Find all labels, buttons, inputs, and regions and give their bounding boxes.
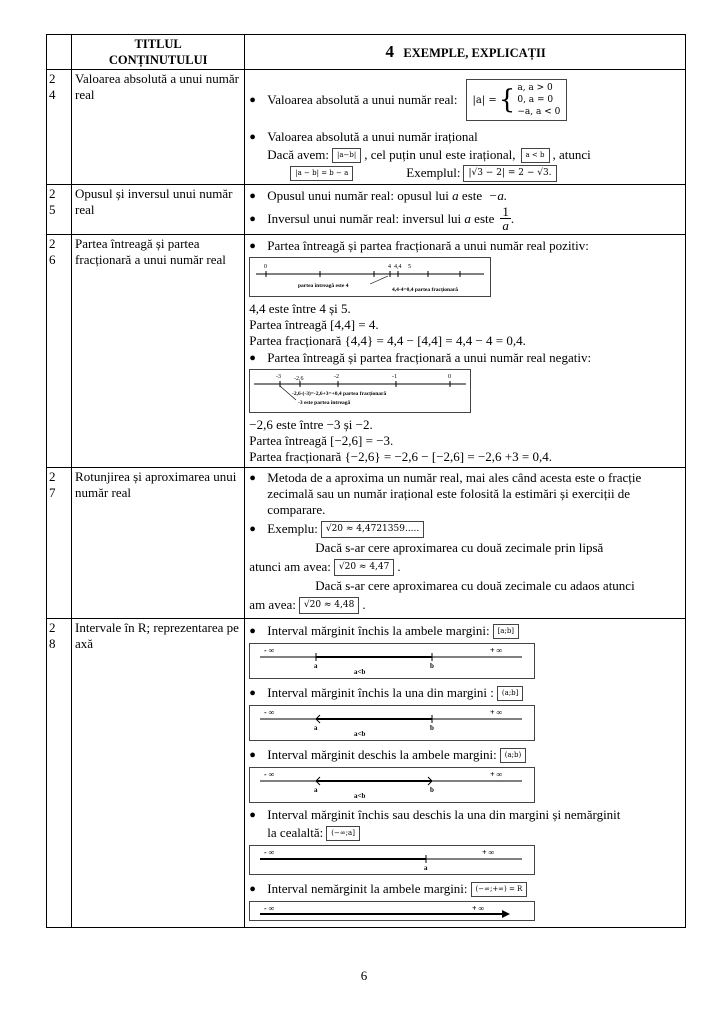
text: −2,6 este între −3 și −2. [249, 417, 373, 432]
bullet-icon: ● [249, 687, 256, 699]
bullet-icon: ● [249, 749, 256, 761]
abs-piece-3: −a, a < 0 [517, 107, 561, 117]
abs-value-definition [466, 79, 568, 121]
axis-annotation: partea întreagă este 4 [298, 283, 349, 289]
formula-box: |a−b| [332, 148, 361, 163]
row-number: 2 6 [47, 235, 72, 468]
header-title-line1: TITLUL [134, 37, 182, 51]
inverse-text: Inversul unui număr real: inversul lui a este [267, 210, 495, 226]
text: Interval mărginit închis la una din margini : [267, 685, 494, 700]
text: Interval nemărginit la ambele margini: [267, 881, 468, 896]
point-a-label: a [314, 786, 318, 794]
row-title: Partea întreagă și partea fracționară a unui număr real [72, 235, 245, 468]
text: la cealaltă: [267, 825, 324, 840]
formula-box: √20 ≈ 4,47 [334, 559, 395, 576]
bullet-icon: ● [249, 352, 256, 364]
row-content [245, 235, 686, 468]
text: Interval mărginit deschis la ambele margini: [267, 747, 497, 762]
text: Interval mărginit închis la ambele margini: [267, 623, 490, 638]
table-row [47, 235, 686, 468]
plus-infinity-label: + ∞ [490, 708, 503, 717]
header-empty-cell [47, 35, 72, 70]
formula-box: (a;b] [497, 686, 523, 701]
text: Partea întreagă [−2,6] = −3. [249, 433, 394, 448]
formula-box: [a;b] [493, 624, 519, 639]
interval-axis-half-open [249, 705, 535, 741]
abs-irrational-heading: Valoarea absolută a unui număr irațional [267, 129, 478, 144]
row-content [245, 70, 686, 185]
text: . [362, 597, 366, 612]
bullet-icon: ● [249, 94, 256, 106]
tick-label: -1 [392, 374, 398, 380]
a-less-b-label: a<b [354, 668, 366, 676]
interval-axis-unbounded-both [249, 901, 535, 921]
text: Metoda de a aproxima un număr real, mai ales când acesta este o fracție zecimală sau un număr irațional este folosită la estimări și exerciții de comparare. [267, 470, 642, 517]
page-number: 6 [360, 968, 368, 983]
bullet-icon: ● [249, 240, 256, 252]
fraction: 1 a [502, 204, 509, 233]
bullet-icon: ● [249, 809, 256, 821]
header-examples-cell [245, 35, 686, 70]
plus-infinity-label: + ∞ [472, 904, 485, 913]
formula-box: |√3 − 2| = 2 − √3. [463, 165, 556, 182]
interval-axis-open [249, 767, 535, 803]
example-label: Exemplu: [267, 521, 318, 536]
formula-box: √20 ≈ 4,48 [299, 597, 360, 614]
row-title: Intervale în R; reprezentarea pe axă [72, 619, 245, 928]
text: . [397, 559, 401, 574]
text: Partea întreagă [4,4] = 4. [249, 317, 379, 332]
tick-label: -2,6 [294, 376, 304, 382]
text: Partea întreagă și partea fracționară a unui număr real negativ: [267, 350, 592, 365]
text: , atunci [552, 147, 591, 162]
axis-annotation: 4,4-4=0,4 partea fracționară [392, 287, 459, 293]
formula-box: a < b [521, 148, 550, 163]
minus-infinity-label: - ∞ [264, 848, 275, 857]
number-line-negative [249, 369, 471, 413]
header-examples-label: EXEMPLE, EXPLICAȚII [403, 45, 546, 60]
formula-box: (a;b) [500, 748, 526, 763]
row-number: 2 4 [47, 70, 72, 185]
row-number: 2 7 [47, 468, 72, 619]
tick-label: -3 [276, 374, 282, 380]
plus-infinity-label: + ∞ [482, 848, 495, 857]
text: Partea fracționară {−2,6} = −2,6 − [−2,6] = −2,6 +3 = 0,4. [249, 449, 552, 464]
table-row [47, 185, 686, 235]
table-header-row [47, 35, 686, 70]
example-label: Exemplul: [406, 165, 461, 180]
plus-infinity-label: + ∞ [490, 646, 503, 655]
abs-def-text: Valoarea absolută a unui număr real: [267, 92, 458, 107]
text: am avea: [249, 597, 296, 612]
abs-piece-1: a, a > 0 [517, 83, 553, 93]
table-row [47, 619, 686, 928]
a-less-b-label: a<b [354, 792, 366, 800]
row-title: Valoarea absolută a unui număr real [72, 70, 245, 185]
text: Dacă avem: [267, 147, 330, 162]
point-a-label: a [314, 724, 318, 732]
row-content: ● Opusul unui număr real: opusul lui a este −a. ● Inversul unui număr real: inversul lui a este 1 a . [245, 185, 686, 235]
text: , cel puțin unul este irațional, [364, 147, 516, 162]
tick-label: -2 [334, 374, 340, 380]
text: Partea fracționară {4,4} = 4,4 − [4,4] = 4,4 − 4 = 0,4. [249, 333, 526, 348]
row-content [245, 619, 686, 928]
bullet-icon: ● [249, 472, 256, 484]
bullet-icon: ● [249, 190, 256, 202]
header-title-cell [72, 35, 245, 70]
point-b-label: b [430, 724, 435, 732]
row-title: Rotunjirea și aproximarea unui număr real [72, 468, 245, 619]
axis-annotation: -2,6-(-3)=-2,6+3=+0,4 partea fracționară [292, 391, 387, 397]
table-row [47, 468, 686, 619]
point-a-label: a [424, 864, 428, 872]
minus-infinity-label: - ∞ [264, 770, 275, 779]
formula-box: (−∞;a] [326, 826, 360, 841]
bullet-icon: ● [249, 883, 256, 895]
text: Interval mărginit închis sau deschis la una din margini și nemărginit [267, 807, 621, 822]
tick-label: 4 [388, 264, 392, 270]
tick-label: 0 [448, 374, 452, 380]
axis-annotation: -3 este partea întreagă [298, 400, 351, 406]
row-number: 2 5 [47, 185, 72, 235]
bullet-icon: ● [249, 131, 256, 143]
tick-label: 0 [264, 264, 268, 270]
bullet-icon: ● [249, 523, 256, 535]
point-a-label: a [314, 662, 318, 670]
abs-label: |a| = [472, 94, 497, 106]
brace-icon: { [498, 85, 516, 115]
a-less-b-label: a<b [354, 730, 366, 738]
point-b-label: b [430, 662, 435, 670]
text: Partea întreagă și partea fracționară a unui număr real pozitiv: [267, 238, 589, 253]
text: Dacă s-ar cere aproximarea cu două zecimale prin lipsă [315, 540, 604, 555]
row-number: 2 8 [47, 619, 72, 928]
minus-infinity-label: - ∞ [264, 708, 275, 717]
bullet-icon: ● [249, 625, 256, 637]
abs-piece-2: 0, a = 0 [517, 95, 554, 105]
page [46, 34, 686, 928]
row-content [245, 468, 686, 619]
number-line-positive [249, 257, 491, 297]
minus-infinity-label: - ∞ [264, 904, 275, 913]
abs-pieces [517, 82, 560, 118]
header-title-line2: CONȚINUTULUI [108, 53, 208, 67]
point-b-label: b [430, 786, 435, 794]
interval-axis-unbounded-left [249, 845, 535, 875]
tick-label: 4,4 [394, 264, 402, 270]
text: Dacă s-ar cere aproximarea cu două zecimale cu adaos atunci [315, 578, 635, 593]
formula-box: (−∞;+∞) = R [471, 882, 528, 897]
formula-box: |a − b| = b − a [290, 166, 353, 181]
formula-box: √20 ≈ 4,4721359..... [321, 521, 424, 538]
text: atunci am avea: [249, 559, 331, 574]
text: 4,4 este între 4 și 5. [249, 301, 351, 316]
minus-infinity-label: - ∞ [264, 646, 275, 655]
content-table [46, 34, 686, 928]
plus-infinity-label: + ∞ [490, 770, 503, 779]
interval-axis-closed [249, 643, 535, 679]
row-title: Opusul și inversul unui număr real [72, 185, 245, 235]
opposite-text: Opusul unui număr real: opusul lui a este −a. [267, 188, 508, 203]
table-row [47, 70, 686, 185]
bullet-icon: ● [249, 212, 256, 225]
tick-label: 5 [408, 264, 412, 270]
header-section-number: 4 [385, 41, 395, 61]
